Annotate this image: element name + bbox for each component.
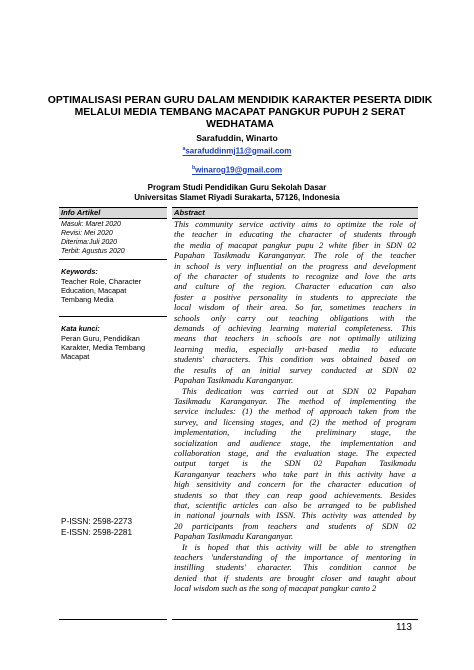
abstract-line: in national journals with ISSN. This activity was attended by [174, 510, 416, 521]
abstract-line: learning media, especially art-based media to educate [174, 343, 416, 354]
title-line: WEDHATAMA [206, 119, 274, 130]
kata-kunci-block [59, 317, 167, 364]
title-line: OPTIMALISASI PERAN GURU DALAM MENDIDIK KARAKTER PESERTA DIDIK [47, 95, 433, 106]
affiliation-line: Universitas Slamet Riyadi Surakarta, 57126, Indonesia [134, 193, 340, 202]
abstract-line: schools only carry out teaching obligations with the [174, 312, 416, 323]
article-history [59, 219, 167, 260]
affiliation [0, 183, 474, 203]
abstract-line: the teacher in educating the character of students through [174, 229, 416, 240]
history-entry: Terbit: Agustus 2020 [61, 248, 125, 255]
email-address[interactable]: sarafuddinmj11@gmail.com [185, 146, 292, 156]
abstract-line: denied that if students are brought closer and taught about [174, 572, 416, 583]
abstract-line: demands of achieving learning material completeness. This [174, 323, 416, 334]
abstract-line: the media of macapat pangkur pupu 2 white fiber in SDN 02 [174, 239, 416, 250]
email-address[interactable]: winarog19@gmail.com [195, 165, 282, 175]
abstract-line: Tasikmadu Karanganyar. The method of implementing the [174, 395, 416, 406]
abstract-line: and culture of the region. Character education can also [174, 281, 416, 292]
abstract-line: local wisdom of their area. So far, sometimes teachers in [174, 302, 416, 313]
abstract-line: socialization and audience stage, the implementation and [174, 437, 416, 448]
abstract-line: survey, and licensing stages, and (2) the method of program [174, 416, 416, 427]
abstract-body [172, 219, 418, 594]
abstract-line: in school is very influential on the progress and development [174, 260, 416, 271]
author-email-b[interactable] [0, 165, 474, 175]
history-entry: Masuk: Maret 2020 [61, 221, 121, 228]
abstract-line: This dedication was carried out at SDN 02 Papahan [182, 385, 416, 396]
article-info-column [59, 207, 167, 620]
email-superscript: a [182, 146, 186, 152]
keyword-line: Tembang Media [61, 295, 114, 304]
title-line: MELALUI MEDIA TEMBANG MACAPAT PANGKUR PUPUH 2 SERAT [74, 107, 406, 118]
p-issn: P-ISSN: 2598-2273 [61, 517, 133, 526]
abstract-line: collaboration stage, and the evaluation stage. The expected [174, 447, 416, 458]
abstract-line: the results of an initial survey conducted at SDN 02 [174, 364, 416, 375]
authors: Sarafuddin, Winarto [196, 133, 278, 143]
abstract-line: high sensitivity and concern for the character education of [174, 479, 416, 490]
keywords-block [59, 260, 167, 317]
issn-block [61, 516, 132, 538]
paper-title [40, 95, 440, 131]
abstract-line: teachers 'understanding of the importance of mentoring in [174, 552, 416, 562]
email-superscript: b [192, 165, 196, 171]
abstract-line: Papahan Tasikmadu Karanganyar. [174, 375, 294, 386]
info-header: Info Artikel [59, 208, 167, 219]
history-entry: Revisi: Mei 2020 [61, 230, 113, 237]
history-entry: Diterima:Juli 2020 [61, 239, 118, 246]
abstract-line: 20 participants from teachers and students of SDN 02 [174, 520, 416, 531]
abstract-column [172, 207, 418, 620]
abstract-line: This community service activity aims to optimize the role of [174, 219, 416, 229]
affiliation-line: Program Studi Pendidikan Guru Sekolah Dasar [147, 183, 327, 192]
abstract-line: students so that they can reap good achievements. Besides [174, 489, 416, 500]
abstract-line: implementation, including the preliminary stage, the [174, 427, 416, 438]
abstract-line: of the character of students to recognize and love the arts [174, 271, 416, 282]
abstract-line: Karanganyar teachers who take part in this activity have a [174, 468, 416, 479]
keyword-line: Teacher Role, Character [61, 277, 142, 286]
abstract-line: It is hoped that this activity will be able to strengthen [182, 541, 416, 552]
kata-kunci-label: Kata kunci: [61, 324, 100, 333]
author-email-a[interactable] [0, 146, 474, 156]
abstract-line: students' characters. This condition was obtained based on [174, 354, 416, 365]
abstract-line: output target is the SDN 02 Papahan Tasikmadu [174, 458, 416, 469]
e-issn: E-ISSN: 2598-2281 [61, 528, 133, 537]
kata-kunci-line: Macapat [61, 352, 90, 361]
page-number: 113 [396, 622, 412, 633]
abstract-line: service includes: (1) the method of approach taken from the [174, 406, 416, 417]
abstract-line: Papahan Tasikmadu Karanganyar. [174, 531, 294, 542]
abstract-line: local wisdom such as the song of macapat pangkur canto 2 [174, 583, 377, 594]
kata-kunci-line: Karakter, Media Tembang [61, 343, 146, 352]
keyword-line: Education, Macapat [61, 286, 127, 295]
abstract-line: foster a positive personality in students to appreciate the [174, 291, 416, 302]
kata-kunci-line: Peran Guru, Pendidikan [61, 334, 140, 343]
abstract-line: instilling students' character. This condition cannot be [174, 562, 416, 573]
abstract-line: means that teachers in schools are not optimally utilizing [174, 333, 416, 344]
abstract-header: Abstract [172, 208, 418, 219]
abstract-line: that, scientific articles can also be arranged to be published [174, 499, 416, 510]
abstract-line: Papahan Tasikmadu Karanganyar. The role of the teacher [174, 250, 416, 261]
keywords-label: Keywords: [61, 267, 98, 276]
